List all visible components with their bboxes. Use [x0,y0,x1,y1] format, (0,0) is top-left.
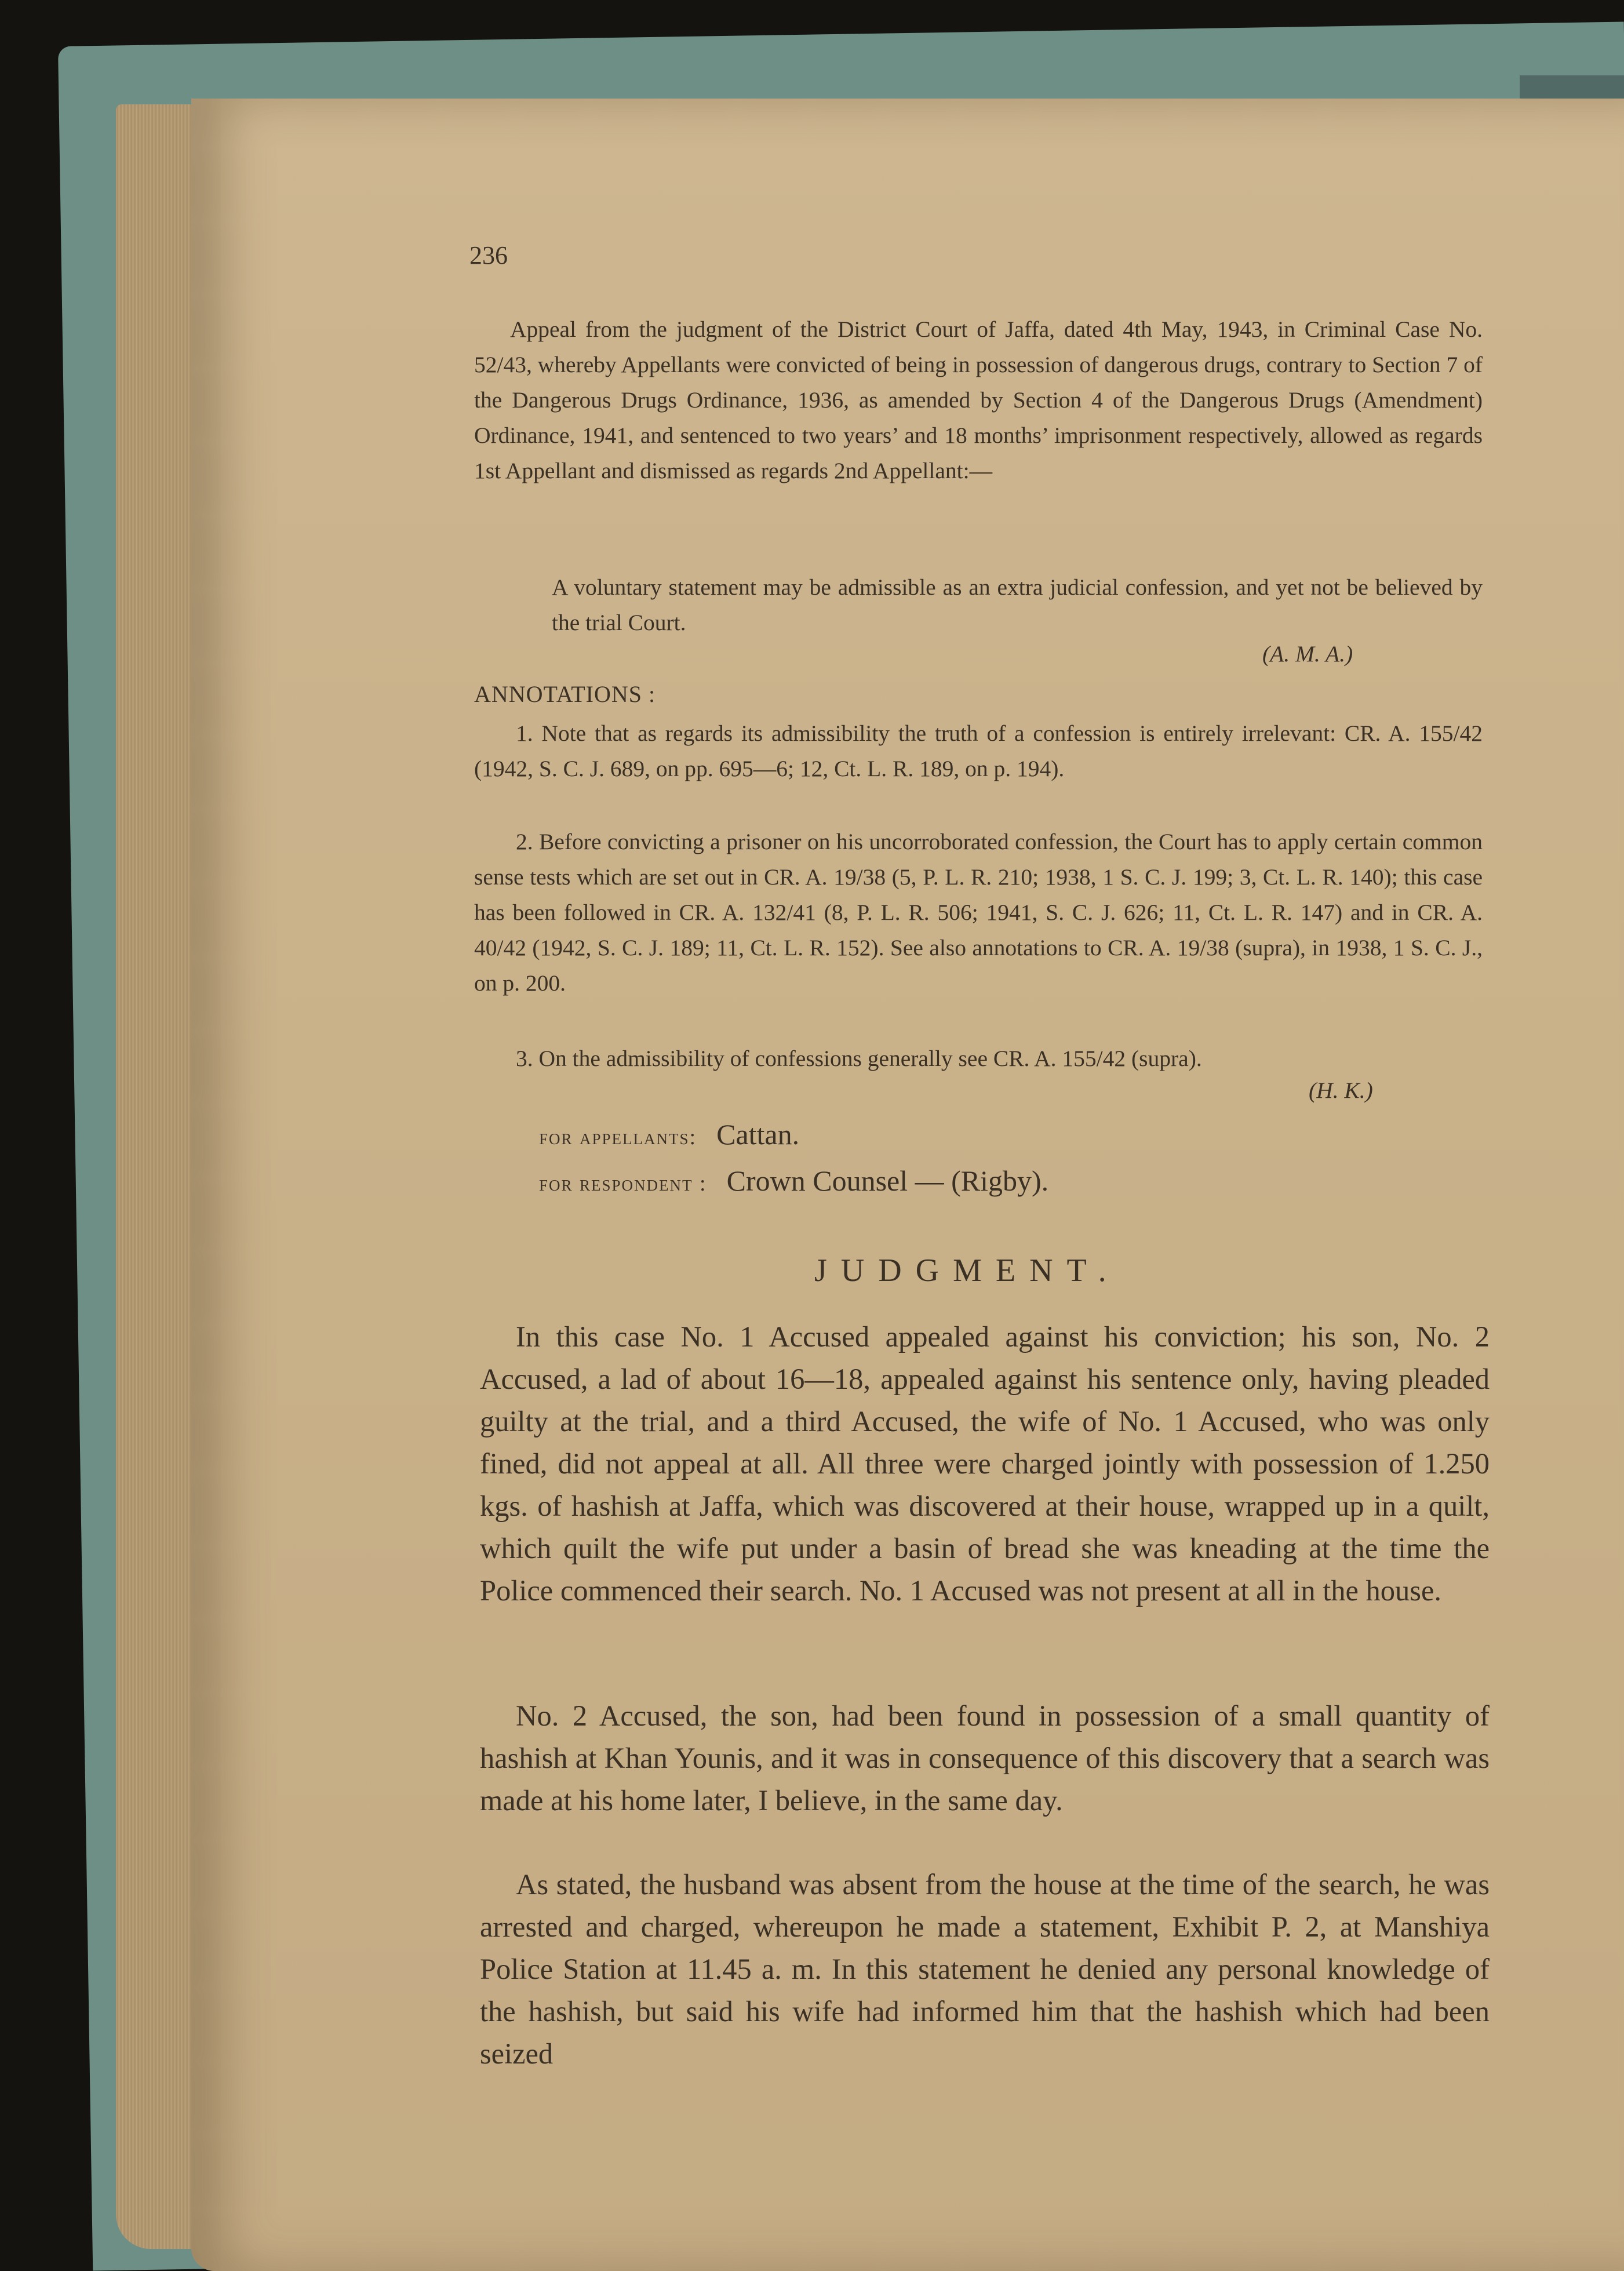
body-paragraph-2: No. 2 Accused, the son, had been found in possession of a small quantity of hashish at Khan Younis, and it was in consequence of this discovery that a search was made at his home later, I believe, in the same day. [480,1699,1490,1817]
annotation-3: 3. On the admissibility of confessions generally see CR. A. 155/42 (supra). [516,1046,1202,1071]
counsel-respondent [539,1164,1048,1198]
headnote-initials: (A. M. A.) [1262,641,1353,667]
page-number: 236 [469,241,508,270]
body-paragraph-3: As stated, the husband was absent from the house at the time of the search, he was arrested and charged, whereupon he made a statement, Exhibit P. 2, at Manshiya Police Station at 11.45 a. m. In this statement he denied any personal knowledge of the hashish, but said his wife had informed him that the hashish which had been seized [480,1868,1490,2070]
body-paragraph-1: In this case No. 1 Accused appealed against his conviction; his son, No. 2 Accused, a lad of about 16—18, appealed against his sentence only, having pleaded guilty at the trial, and a third Accused, the wife of No. 1 Accused, who was only fined, did not appeal at all. All three were charged jointly with possession of 1.250 kgs. of hashish at Jaffa, which was discovered at their house, wrapped up in a quilt, which quilt the wife put under a basin of bread she was kneading at the time the Police commenced their search. No. 1 Accused was not present at all in the house. [480,1320,1490,1607]
judgment-title: JUDGMENT. [814,1253,1120,1289]
annotations-initials: (H. K.) [1309,1078,1373,1103]
headnote: A voluntary statement may be admissible as an extra judicial confession, and yet not be believed by the trial Court. [552,574,1483,635]
respondent-label: for respondent : [539,1171,707,1196]
appellants-label: for appellants: [539,1125,697,1149]
annotation-2: 2. Before convicting a prisoner on his uncorroborated confession, the Court has to apply certain common sense tests which are set out in CR. A. 19/38 (5, P. L. R. 210; 1938, 1 S. C. J. 199; 3, Ct. L. R. 140); this case has been followed in CR. A. 132/41 (8, P. L. R. 506; 1941, S. C. J. 626; 11, Ct. L. R. 147) and in CR. A. 40/42 (1942, S. C. J. 189; 11, Ct. L. R. 152). See also annotations to CR. A. 19/38 (supra), in 1938, 1 S. C. J., on p. 200. [474,829,1483,996]
annotations-heading: ANNOTATIONS : [474,681,656,707]
appellants-value: Cattan. [716,1118,800,1151]
intro-paragraph: Appeal from the judgment of the District Court of Jaffa, dated 4th May, 1943, in Criminal Case No. 52/43, whereby Appellants were convicted of being in possession of dangerous drugs, contrary to Section 7 of the Dangerous Drugs Ordinance, 1936, as amended by Section 4 of the Dangerous Drugs (Amendment) Ordinance, 1941, and sentenced to two years’ and 18 months’ imprisonment respectively, allowed as regards 1st Appellant and dismissed as regards 2nd Appellant:— [474,316,1483,483]
counsel-appellants [539,1118,799,1151]
annotation-1: 1. Note that as regards its admissibility the truth of a confession is entirely irrelevant: CR. A. 155/42 (1942, S. C. J. 689, on pp. 695—6; 12, Ct. L. R. 189, on p. 194). [474,720,1483,781]
respondent-value: Crown Counsel — (Rigby). [726,1164,1049,1197]
